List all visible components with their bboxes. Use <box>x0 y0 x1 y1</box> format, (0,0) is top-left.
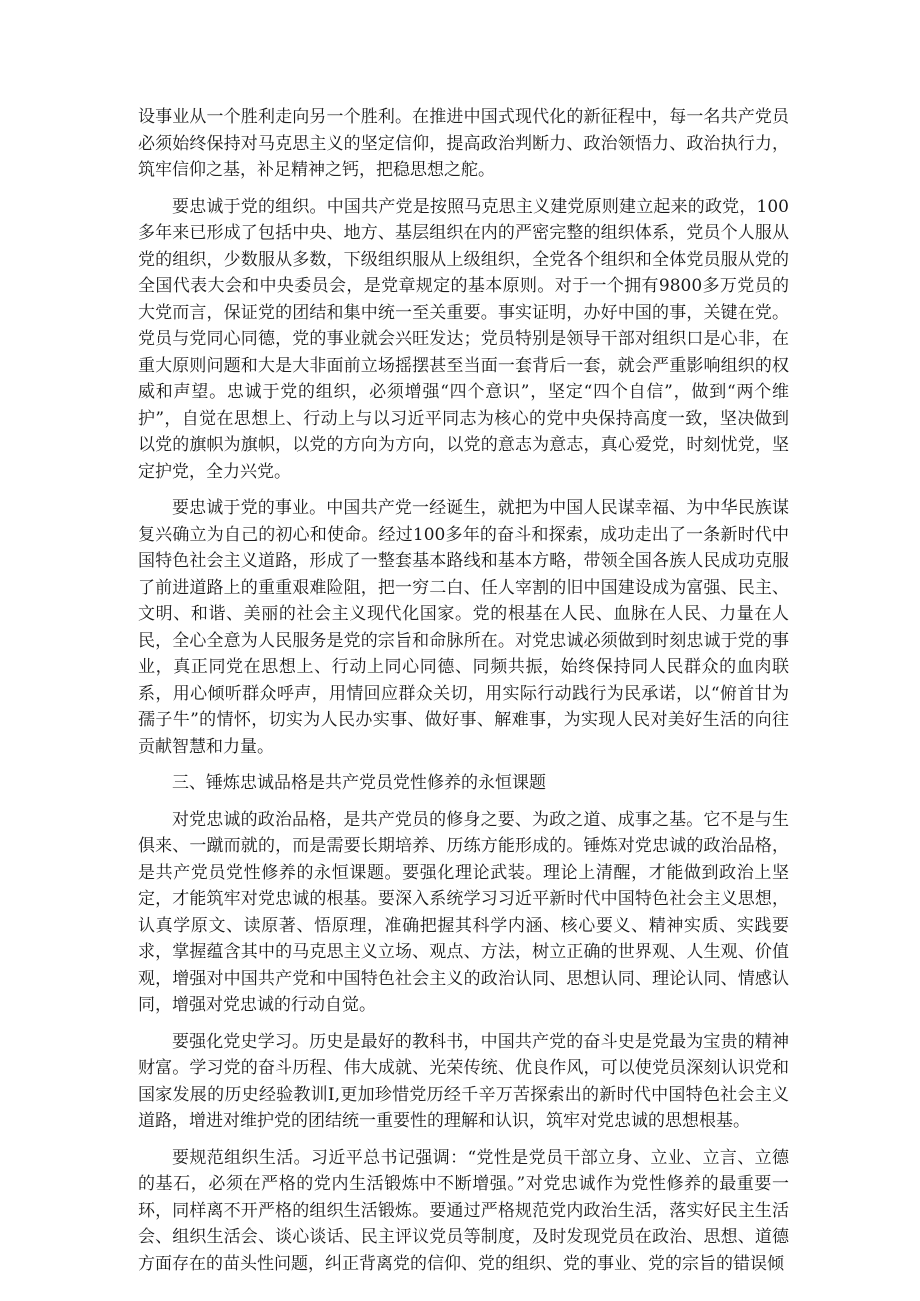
paragraph-party-history: 要强化党史学习。历史是最好的教科书，中国共产党的奋斗史是党最为宝贵的精神财富。学习党的奋斗历程、伟大成就、光荣传统、优良作风，可以使党员深刻认识党和国家发展的历史经验教训I,更加珍惜党历经千辛万苦探索出的新时代中国特色社会主义道路，增进对维护党的团结统一重要性的理解和认识，筑牢对党忠诚的思想根基。 <box>138 1031 789 1131</box>
paragraph-organizational-life: 要规范组织生活。习近平总书记强调：“党性是党员干部立身、立业、立言、立德的基石，必须在严格的党内生活锻炼中不断增强。”对党忠诚作为党性修养的最重要一环，同样离不开严格的组织生活锻炼。要通过严格规范党内政治生活，落实好民主生活会、组织生活会、谈心谈话、民主评议党员等制度，及时发现党员在政治、思想、道德方面存在的苗头性问题，纠正背离党的信仰、党的组织、党的事业、党的宗旨的错误倾 <box>138 1147 789 1274</box>
document-page <box>138 104 789 1287</box>
paragraph-theory-study: 对党忠诚的政治品格，是共产党员的修身之要、为政之道、成事之基。它不是与生俱来、一蹴而就的，而是需要长期培养、历练方能形成的。锤炼对党忠诚的政治品格，是共产党员党性修养的永恒课题。要强化理论武装。理论上清醒，才能做到政治上坚定，才能筑牢对党忠诚的根基。要深入系统学习习近平新时代中国特色社会主义思想，认真学原文、读原著、悟原理，准确把握其科学内涵、核心要义、精神实质、实践要求，掌握蕴含其中的马克思主义立场、观点、方法，树立正确的世界观、人生观、价值观，增强对中国共产党和中国特色社会主义的政治认同、思想认同、理论认同、情感认同，增强对党忠诚的行动自觉。 <box>138 809 789 1015</box>
paragraph-loyal-to-organization: 要忠诚于党的组织。中国共产党是按照马克思主义建党原则建立起来的政党，100多年来已形成了包括中央、地方、基层组织在内的严密完整的组织体系，党员个人服从党的组织，少数服从多数，下级组织服从上级组织，全党各个组织和全体党员服从党的全国代表大会和中央委员会，是党章规定的基本原则。对于一个拥有9800多万党员的大党而言，保证党的团结和集中统一至关重要。事实证明，办好中国的事，关键在党。党员与党同心同德，党的事业就会兴旺发达；党员特别是领导干部对组织口是心非，在重大原则问题和大是大非面前立场摇摆甚至当面一套背后一套，就会严重影响组织的权威和声望。忠诚于党的组织，必须增强“四个意识”，坚定“四个自信”，做到“两个维护”，自觉在思想上、行动上与以习近平同志为核心的党中央保持高度一致，坚决做到以党的旗帜为旗帜，以党的方向为方向，以党的意志为意志，真心爱党，时刻忧党，坚定护党，全力兴党。 <box>138 196 789 482</box>
paragraph-loyal-to-cause: 要忠诚于党的事业。中国共产党一经诞生，就把为中国人民谋幸福、为中华民族谋复兴确立为自己的初心和使命。经过100多年的奋斗和探索，成功走出了一条新时代中国特色社会主义道路，形成了一整套基本路线和基本方略，带领全国各族人民成功克服了前进道路上的重重艰难险阻，把一穷二白、任人宰割的旧中国建设成为富强、民主、文明、和谐、美丽的社会主义现代化国家。党的根基在人民、血脉在人民、力量在人民，全心全意为人民服务是党的宗旨和命脉所在。对党忠诚必须做到时刻忠诚于党的事业，真正同党在思想上、行动上同心同德、同频共振，始终保持同人民群众的血肉联系，用心倾听群众呼声，用情回应群众关切，用实际行动践行为民承诺，以“俯首甘为孺子牛”的情怀，切实为人民办实事、做好事、解难事，为实现人民对美好生活的向往贡献智慧和力量。 <box>138 498 789 757</box>
section-heading-three: 三、锤炼忠诚品格是共产党员党性修养的永恒课题 <box>172 773 546 793</box>
paragraph-faith-conclusion: 设事业从一个胜利走向另一个胜利。在推进中国式现代化的新征程中，每一名共产党员必须始终保持对马克思主义的坚定信仰，提高政治判断力、政治领悟力、政治执行力，筑牢信仰之基，补足精神之钙，把稳思想之舵。 <box>138 107 789 180</box>
